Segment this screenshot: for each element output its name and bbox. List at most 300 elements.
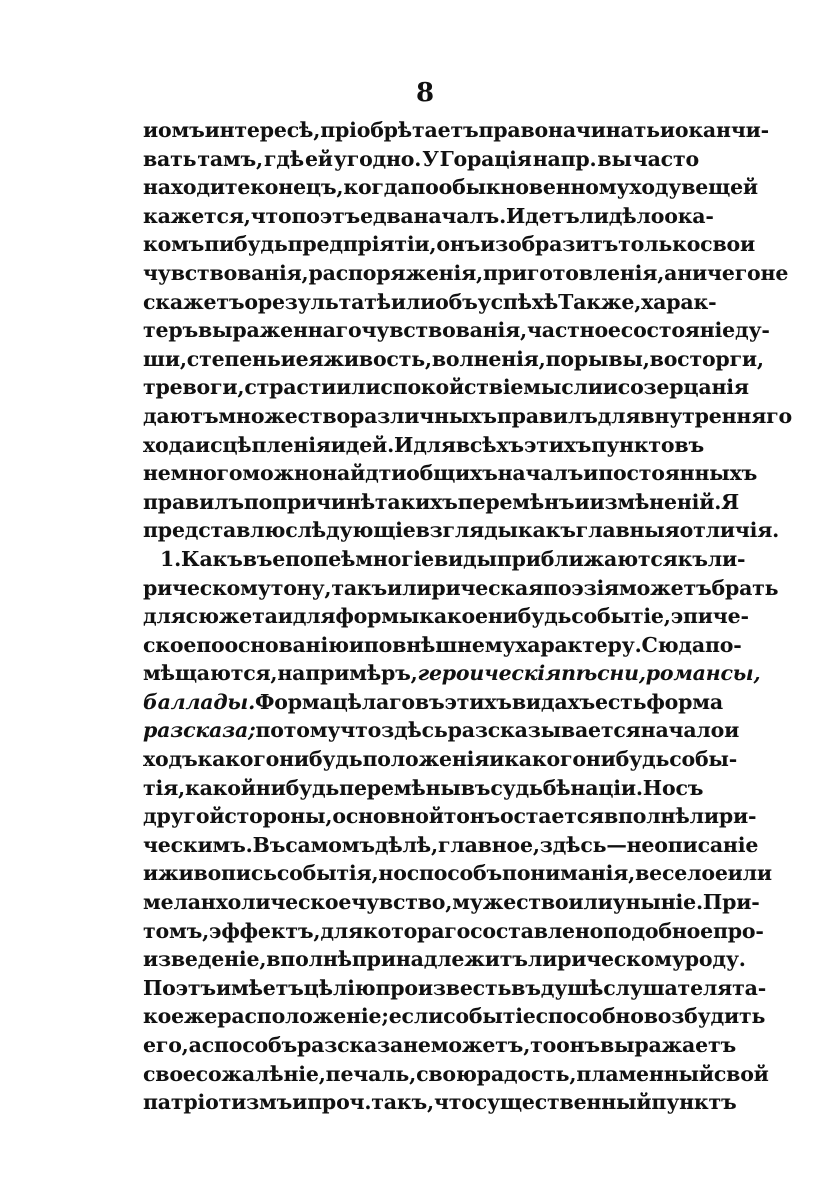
word: по- <box>704 632 742 657</box>
word: живопись <box>158 861 277 886</box>
word: ду- <box>734 318 770 343</box>
word: націи. <box>570 775 643 800</box>
word: пѣсни, <box>561 661 646 686</box>
word: ея <box>295 346 324 371</box>
word: описаніе <box>654 832 759 857</box>
text-line <box>143 802 757 831</box>
word: форма <box>646 689 723 714</box>
word: Горація <box>439 146 532 171</box>
word: созерцанія <box>617 375 749 400</box>
word: тамъ, <box>197 146 263 171</box>
word: томъ, <box>143 918 210 943</box>
text-line <box>143 917 764 946</box>
word: подобное <box>603 918 713 943</box>
word: для <box>413 432 456 457</box>
word: проч. <box>307 1090 372 1115</box>
word: Но <box>642 775 676 800</box>
word: уныніе. <box>612 890 703 915</box>
word: тонъ <box>443 804 501 829</box>
word: по <box>196 632 225 657</box>
text-line <box>143 259 789 288</box>
word: патріотизмъ <box>143 1090 293 1115</box>
word: и <box>602 375 618 400</box>
word: ское <box>143 632 197 657</box>
word: о <box>664 203 678 228</box>
word: волненія, <box>431 346 546 371</box>
word: что <box>250 203 292 228</box>
word: взгляды <box>415 518 518 543</box>
word: спокойствіе <box>380 375 524 400</box>
word: виды <box>433 546 497 571</box>
word: порывы, <box>545 346 650 371</box>
word: произвесть <box>375 975 512 1000</box>
word: харак- <box>641 289 717 314</box>
word: внѣшнему <box>392 632 516 657</box>
word: не <box>403 1033 431 1057</box>
word: разсказа <box>297 1033 404 1057</box>
word: цѣлаго <box>332 689 415 714</box>
word: представлю <box>143 518 286 543</box>
word: изведеніе, <box>143 947 267 972</box>
word: чувствованія, <box>143 260 309 285</box>
word: Поэтъ <box>143 975 216 1000</box>
word: хода <box>143 432 196 457</box>
word: мужество <box>452 890 569 915</box>
word: для <box>320 918 363 943</box>
word: имѣетъ <box>215 975 304 1000</box>
word: главное, <box>437 832 540 857</box>
word: епопеѣ <box>272 546 356 571</box>
word: угодно. <box>333 146 422 171</box>
word: эффектъ, <box>209 918 321 943</box>
word: напр. <box>532 146 597 171</box>
text-line <box>143 688 723 717</box>
word: ши, <box>143 346 187 371</box>
word: для <box>292 604 336 629</box>
word: есть <box>595 689 647 714</box>
word: Идетъ <box>506 203 580 228</box>
word: можно <box>242 461 323 486</box>
word: слѣдующіе <box>285 518 416 543</box>
word: тія, <box>143 775 185 800</box>
word: какое <box>419 604 488 629</box>
word: 1. <box>160 546 182 571</box>
text-line <box>143 373 749 402</box>
word: начало <box>640 718 725 743</box>
word: слушателя <box>603 975 733 1000</box>
text-line <box>143 631 742 660</box>
word: же <box>183 1004 218 1029</box>
word: объ <box>435 289 478 314</box>
word: восторги, <box>649 346 764 371</box>
word: а <box>664 260 678 285</box>
word: пунктъ <box>651 1090 737 1115</box>
word: состояніе <box>620 318 735 343</box>
word: всѣхъ <box>455 432 524 457</box>
word: и <box>195 432 211 457</box>
word: Въ <box>252 832 286 857</box>
word: перемѣнъ <box>457 489 575 514</box>
word: оканчи- <box>674 118 769 142</box>
word: если <box>388 1004 444 1029</box>
text-line <box>143 116 769 145</box>
word: сцѣпленія <box>210 432 331 457</box>
word: правилъ <box>496 403 598 428</box>
word: какой <box>184 775 256 800</box>
word: интересѣ, <box>204 118 321 142</box>
text-line <box>143 945 746 974</box>
word: веселое <box>635 861 728 886</box>
word: цѣлію <box>303 975 376 1000</box>
word: выражаетъ <box>599 1033 737 1057</box>
text-line <box>143 173 758 202</box>
word: ходу <box>629 175 682 200</box>
word: свою <box>416 1061 477 1086</box>
word: тону, <box>270 575 332 600</box>
word: и <box>277 604 293 629</box>
word: въ <box>460 775 491 800</box>
word: правилъ <box>143 489 244 514</box>
text-line <box>143 516 780 545</box>
word: и <box>348 632 364 657</box>
word: способно <box>535 1004 644 1029</box>
word: перемѣны <box>339 775 461 800</box>
text-line <box>143 1031 737 1060</box>
word: начинать <box>548 118 660 142</box>
word: право <box>478 118 549 142</box>
word: способъ <box>406 861 503 886</box>
text-line <box>143 774 704 803</box>
word: баллады. <box>143 689 256 714</box>
word: или <box>390 289 436 314</box>
word: эпиче- <box>670 604 749 629</box>
word: романсы, <box>645 661 761 686</box>
word: свои <box>700 232 755 257</box>
word: положенія <box>362 747 490 772</box>
word: отличія. <box>679 518 780 543</box>
text-line <box>143 716 740 745</box>
word: его, <box>143 1033 189 1057</box>
word: для <box>143 604 186 629</box>
word: событія, <box>276 861 379 886</box>
word: комъ <box>143 232 205 257</box>
word: вать <box>143 146 197 171</box>
word: роду. <box>684 947 746 972</box>
word: началъ. <box>413 203 507 228</box>
word: едва <box>360 203 414 228</box>
text-line <box>143 859 772 888</box>
word: успѣхѣ <box>477 289 559 314</box>
word: какого <box>197 747 280 772</box>
word: вполнѣ <box>603 804 690 829</box>
word: и <box>489 747 505 772</box>
word: И <box>394 432 414 457</box>
text-line <box>143 974 767 1003</box>
word: Также, <box>558 289 642 314</box>
word: и <box>280 346 296 371</box>
word: ли- <box>707 546 746 571</box>
word: Какъ <box>181 546 243 571</box>
word: и <box>583 461 599 486</box>
text-line <box>143 431 704 460</box>
text-line <box>143 316 770 345</box>
word: по <box>243 489 273 514</box>
word: не <box>143 461 171 486</box>
word: общихъ <box>406 461 498 486</box>
word: какъ <box>517 518 576 543</box>
text-line <box>143 459 758 488</box>
word: онъ <box>556 1033 600 1057</box>
text-line <box>143 288 717 317</box>
word: способъ <box>201 1033 298 1057</box>
word: При- <box>702 890 760 915</box>
word: про- <box>712 918 764 943</box>
word: чувство, <box>351 890 453 915</box>
word: живость, <box>323 346 432 371</box>
text-line <box>143 1060 769 1089</box>
word: радость, <box>476 1061 577 1086</box>
word: кажется, <box>143 203 251 228</box>
word: лирическому <box>527 947 685 972</box>
word: формы <box>335 604 420 629</box>
word: иомъ <box>143 118 205 142</box>
word: У <box>422 146 439 171</box>
word: ничего <box>677 260 761 285</box>
text-line <box>143 345 764 374</box>
word: но <box>378 861 407 886</box>
word: судьбѣ <box>490 775 571 800</box>
word: много <box>170 461 243 486</box>
text-line <box>143 602 749 631</box>
word: можетъ, <box>430 1033 531 1057</box>
word: теръ <box>143 318 199 343</box>
word: этихъ <box>444 689 512 714</box>
word: находите <box>143 175 251 200</box>
word: что <box>433 1090 475 1115</box>
word: ходъ <box>143 747 198 772</box>
word: меланхолическое <box>143 890 352 915</box>
word: въ <box>242 546 273 571</box>
word: напримѣръ, <box>277 661 418 686</box>
word: та- <box>732 975 767 1000</box>
text-line <box>143 145 699 174</box>
word: многіе <box>355 546 434 571</box>
word: Сюда <box>641 632 705 657</box>
word: конецъ, <box>250 175 344 200</box>
word: страсти <box>244 375 337 400</box>
word: возбудить <box>643 1004 766 1029</box>
word: другой <box>143 804 225 829</box>
word: для <box>597 403 641 428</box>
word: пунктовъ <box>591 432 704 457</box>
word: поэтъ <box>291 203 361 228</box>
word: нибудь <box>255 775 340 800</box>
word: въ <box>511 975 541 1000</box>
word: то <box>530 1033 557 1057</box>
word: обыкновенному <box>438 175 630 200</box>
word: когда <box>343 175 411 200</box>
word: основанію <box>224 632 349 657</box>
word: Форма <box>255 689 333 714</box>
word: причинѣ <box>272 489 375 514</box>
word: душѣ <box>540 975 604 1000</box>
word: героическія <box>417 661 562 686</box>
word: дѣлѣ, <box>374 832 438 857</box>
word: и <box>724 718 740 743</box>
word: стороны, <box>224 804 333 829</box>
word: расположеніе; <box>217 1004 389 1029</box>
word: здѣсь—не <box>539 832 655 857</box>
word: такихъ <box>374 489 458 514</box>
word: пониманія, <box>502 861 636 886</box>
word: вы <box>597 146 632 171</box>
word: и <box>292 1090 308 1115</box>
word: ческимъ. <box>143 832 253 857</box>
word: и <box>574 489 590 514</box>
text-line <box>143 745 738 774</box>
word: чувствованія, <box>361 318 527 343</box>
word: различныхъ <box>349 403 497 428</box>
word: что <box>340 718 382 743</box>
word: брать <box>711 575 779 600</box>
word: какого <box>504 747 586 772</box>
word: часто <box>632 146 699 171</box>
word: нибудь <box>279 747 363 772</box>
word: пламенный <box>576 1061 714 1086</box>
word: сожалѣніе, <box>195 1061 326 1086</box>
text-line <box>143 230 755 259</box>
text-line <box>143 888 760 917</box>
word: основной <box>332 804 444 829</box>
word: поэзія <box>543 575 620 600</box>
text-line <box>143 659 761 688</box>
word: разсказывается <box>447 718 641 743</box>
word: найдти <box>322 461 407 486</box>
word: результатѣ <box>257 289 391 314</box>
word: принадлежитъ <box>351 947 528 972</box>
word: или <box>336 375 381 400</box>
word: выраженнаго <box>198 318 362 343</box>
word: гдѣ <box>263 146 304 171</box>
word: не <box>760 260 789 285</box>
word: нибудь <box>585 747 670 772</box>
word: изобразитъ <box>480 232 619 257</box>
word: можетъ <box>619 575 712 600</box>
word: котораго <box>363 918 471 943</box>
word: скажетъ <box>143 289 245 314</box>
word: съ <box>675 775 704 800</box>
word: лирическая <box>402 575 544 600</box>
word: множество <box>218 403 350 428</box>
word: свое <box>143 1061 196 1086</box>
text-line <box>143 1002 766 1031</box>
word: распоряженія, <box>308 260 483 285</box>
word: приготовленія, <box>482 260 665 285</box>
word: ли <box>579 203 609 228</box>
word: и <box>143 861 159 886</box>
word: въ <box>414 689 445 714</box>
word: нибудь <box>487 604 572 629</box>
word: здѣсь <box>381 718 448 743</box>
text-line <box>143 488 740 517</box>
page-number: 8 <box>415 78 435 108</box>
word: свой <box>713 1061 769 1086</box>
word: ей <box>304 146 333 171</box>
word: собы- <box>669 747 738 772</box>
word: разсказа; <box>143 718 256 743</box>
word: идей. <box>330 432 395 457</box>
word: къ <box>677 546 708 571</box>
word: и <box>387 575 403 600</box>
word: событіе <box>443 1004 536 1029</box>
text-line <box>143 1088 737 1117</box>
word: или <box>727 861 772 886</box>
word: этихъ <box>523 432 592 457</box>
word: характеру. <box>515 632 642 657</box>
word: по <box>410 175 439 200</box>
body-text <box>143 116 792 1117</box>
word: главныя <box>575 518 680 543</box>
word: остается <box>500 804 604 829</box>
word: лири- <box>689 804 757 829</box>
word: самомъ <box>285 832 375 857</box>
text-line <box>143 831 759 860</box>
word: вполнѣ <box>266 947 352 972</box>
word: даютъ <box>143 403 219 428</box>
word: предпріятіи, <box>287 232 437 257</box>
word: или <box>568 890 613 915</box>
word: и <box>659 118 675 142</box>
text-line <box>143 545 746 574</box>
word: событіе, <box>571 604 671 629</box>
word: видахъ <box>511 689 595 714</box>
word: измѣненій. <box>589 489 722 514</box>
word: только <box>618 232 701 257</box>
word: степень <box>186 346 281 371</box>
word: постоянныхъ <box>598 461 758 486</box>
word: вещей <box>681 175 758 200</box>
word: а <box>188 1033 202 1057</box>
word: тревоги, <box>143 375 245 400</box>
word: кое <box>143 1004 184 1029</box>
word: пріобрѣтаетъ <box>320 118 479 142</box>
word: такъ, <box>371 1090 434 1115</box>
word: потому <box>255 718 341 743</box>
word: началъ <box>497 461 584 486</box>
text-line <box>143 402 792 431</box>
word: такъ <box>331 575 388 600</box>
word: по <box>363 632 393 657</box>
word: частное <box>526 318 621 343</box>
word: печаль, <box>325 1061 417 1086</box>
word: Я <box>721 489 740 514</box>
word: мысли <box>523 375 603 400</box>
word: дѣло <box>608 203 665 228</box>
word: пибудь <box>204 232 288 257</box>
word: ка- <box>677 203 714 228</box>
word: о <box>244 289 258 314</box>
word: внутренняго <box>640 403 792 428</box>
word: рическому <box>143 575 271 600</box>
word: мѣщаются, <box>143 661 278 686</box>
word: существенный <box>474 1090 652 1115</box>
text-line <box>143 574 779 603</box>
word: онъ <box>436 232 481 257</box>
word: приближаются <box>496 546 678 571</box>
word: сюжета <box>185 604 278 629</box>
text-line <box>143 202 714 231</box>
word: составлено <box>470 918 604 943</box>
